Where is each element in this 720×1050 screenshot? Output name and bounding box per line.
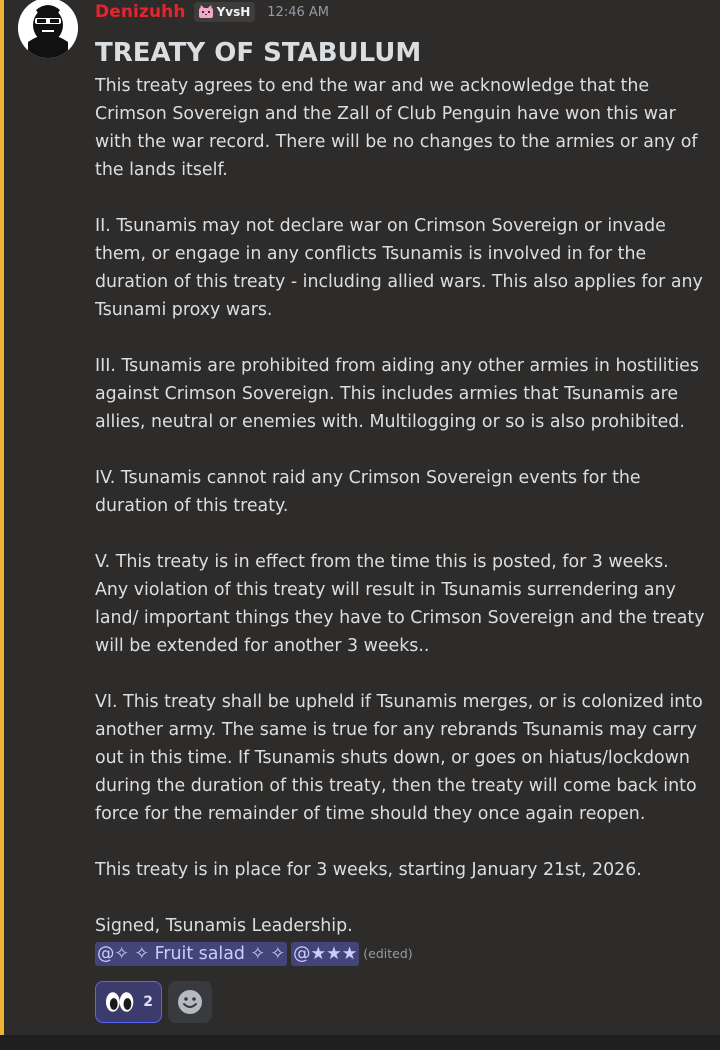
treaty-article-2: II. Tsunamis may not declare war on Crimson Sovereign or invade them, or engage in any conflicts Tsunamis is involved in for the duration of this treaty - including allied wars. This also applies for any Tsunami proxy wars. — [95, 216, 703, 320]
sunglasses-face-avatar-icon — [18, 0, 78, 58]
timestamp[interactable]: 12:46 AM — [267, 4, 329, 20]
bottom-divider — [0, 1035, 720, 1050]
edited-label[interactable]: (edited) — [363, 946, 413, 961]
mention-highlight-bar — [0, 0, 4, 1035]
treaty-duration: This treaty is in place for 3 weeks, starting January 21st, 2026. — [95, 860, 642, 880]
server-tag[interactable] — [194, 2, 256, 22]
treaty-article-3: III. Tsunamis are prohibited from aiding any other armies in hostilities against Crimson Sovereign. This includes armies that Tsunamis are allies, neutral or enemies with. Multilogging or so is also prohibited. — [95, 356, 699, 432]
role-mention-fruit-salad[interactable]: @✧ ✧ Fruit salad ✧ ✧ — [97, 944, 286, 964]
avatar[interactable] — [18, 0, 78, 58]
username[interactable]: Denizuhh — [95, 2, 186, 22]
treaty-paragraph-1: This treaty agrees to end the war and we acknowledge that the Crimson Sovereign and the Zall of Club Penguin have won this war with the war record. There will be no changes to the armies or any of the lands itself. — [95, 76, 698, 180]
eyes-emoji-icon — [104, 990, 135, 1014]
treaty-article-4: IV. Tsunamis cannot raid any Crimson Sovereign events for the duration of this treaty. — [95, 468, 641, 516]
message-header — [95, 0, 329, 24]
message-content — [95, 36, 707, 968]
reaction-count: 2 — [143, 994, 153, 1010]
reaction-eyes[interactable] — [95, 981, 162, 1023]
cat-emoji-icon — [198, 5, 214, 19]
treaty-title: TREATY OF STABULUM — [95, 38, 422, 68]
reactions-bar — [95, 981, 212, 1023]
treaty-article-5: V. This treaty is in effect from the time this is posted, for 3 weeks. Any violation of this treaty will result in Tsunamis surrendering any land/ important things they have to Crimson Sovereign and the treaty will be extended for another 3 weeks.. — [95, 552, 705, 656]
server-tag-label: YvsH — [216, 5, 251, 19]
add-reaction-button[interactable] — [168, 981, 212, 1023]
mentions-line — [95, 940, 707, 968]
treaty-signature: Signed, Tsunamis Leadership. — [95, 916, 353, 936]
treaty-article-6: VI. This treaty shall be upheld if Tsunamis merges, or is colonized into another army. The same is true for any rebrands Tsunamis may carry out in this time. If Tsunamis shuts down, or goes on hiatus/lockdown during the duration of this treaty, then the treaty will come back into force for the remainder of time should they once again reopen. — [95, 692, 703, 824]
role-mention-stars[interactable]: @★★★ — [293, 944, 358, 964]
add-reaction-smiley-icon — [177, 989, 203, 1015]
